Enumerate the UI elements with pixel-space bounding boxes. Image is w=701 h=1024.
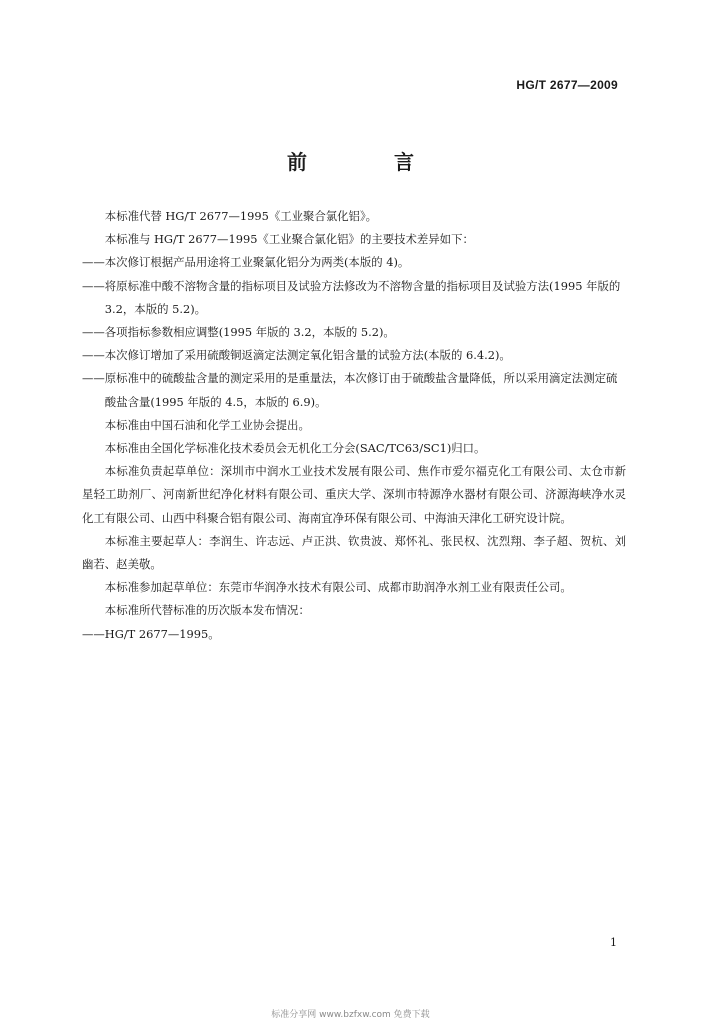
paragraph-drafting-units: 本标准负责起草单位：深圳市中润水工业技术发展有限公司、焦作市爱尔福克化工有限公司、太仓市新星轻工助剂厂、河南新世纪净化材料有限公司、重庆大学、深圳市特源净水器材有限公司、济源海峡净水灵化工有限公司、山西中科聚合铝有限公司、海南宜净环保有限公司、中海油天津化工研究设计院。 [82,464,626,525]
difference-item-insolubles: ——将原标准中酸不溶物含量的指标项目及试验方法修改为不溶物含量的指标项目及试验方法(1995 年版的 3.2，本版的 5.2)。 [82,278,621,316]
foreword-body [82,205,626,646]
paragraph-participating-units: 本标准参加起草单位：东莞市华润净水技术有限公司、成都市助润净水剂工业有限责任公司。 [104,580,572,595]
difference-item-alumina-method: ——本次修订增加了采用硫酸铜返滴定法测定氧化铝含量的试验方法(本版的 6.4.2)。 [82,348,511,363]
paragraph-under-jurisdiction: 本标准由全国化学标准化技术委员会无机化工分会(SAC/TC63/SC1)归口。 [104,441,486,456]
watermark-text: 标准分享网 www.bzfxw.com 免费下载 [271,1010,430,1020]
page-title: 前 言 [287,150,454,174]
paragraph-proposed-by: 本标准由中国石油和化学工业协会提出。 [104,417,310,432]
page-number: 1 [610,936,617,949]
paragraph-history-intro: 本标准所代替标准的历次版本发布情况： [104,603,310,618]
standard-number: HG/T 2677—2009 [516,78,618,92]
paragraph-main-drafters: 本标准主要起草人：李润生、许志远、卢正洪、钦贵波、郑怀礼、张民权、沈烈翔、李子超、贺杭、刘幽若、赵美敬。 [82,533,626,572]
history-item: ——HG/T 2677—1995。 [82,626,220,641]
difference-item-sulfate-method: ——原标准中的硫酸盐含量的测定采用的是重量法，本次修订由于硫酸盐含量降低，所以采用滴定法测定硫酸盐含量(1995 年版的 4.5，本版的 6.9)。 [82,371,618,409]
paragraph-replaces: 本标准代替 HG/T 2677—1995《工业聚合氯化铝》。 [104,209,378,223]
difference-item-parameters: ——各项指标参数相应调整(1995 年版的 3.2，本版的 5.2)。 [82,325,395,340]
difference-item-classification: ——本次修订根据产品用途将工业聚氯化铝分为两类(本版的 4)。 [82,255,410,270]
paragraph-differences-intro: 本标准与 HG/T 2677—1995《工业聚合氯化铝》的主要技术差异如下： [104,232,474,247]
